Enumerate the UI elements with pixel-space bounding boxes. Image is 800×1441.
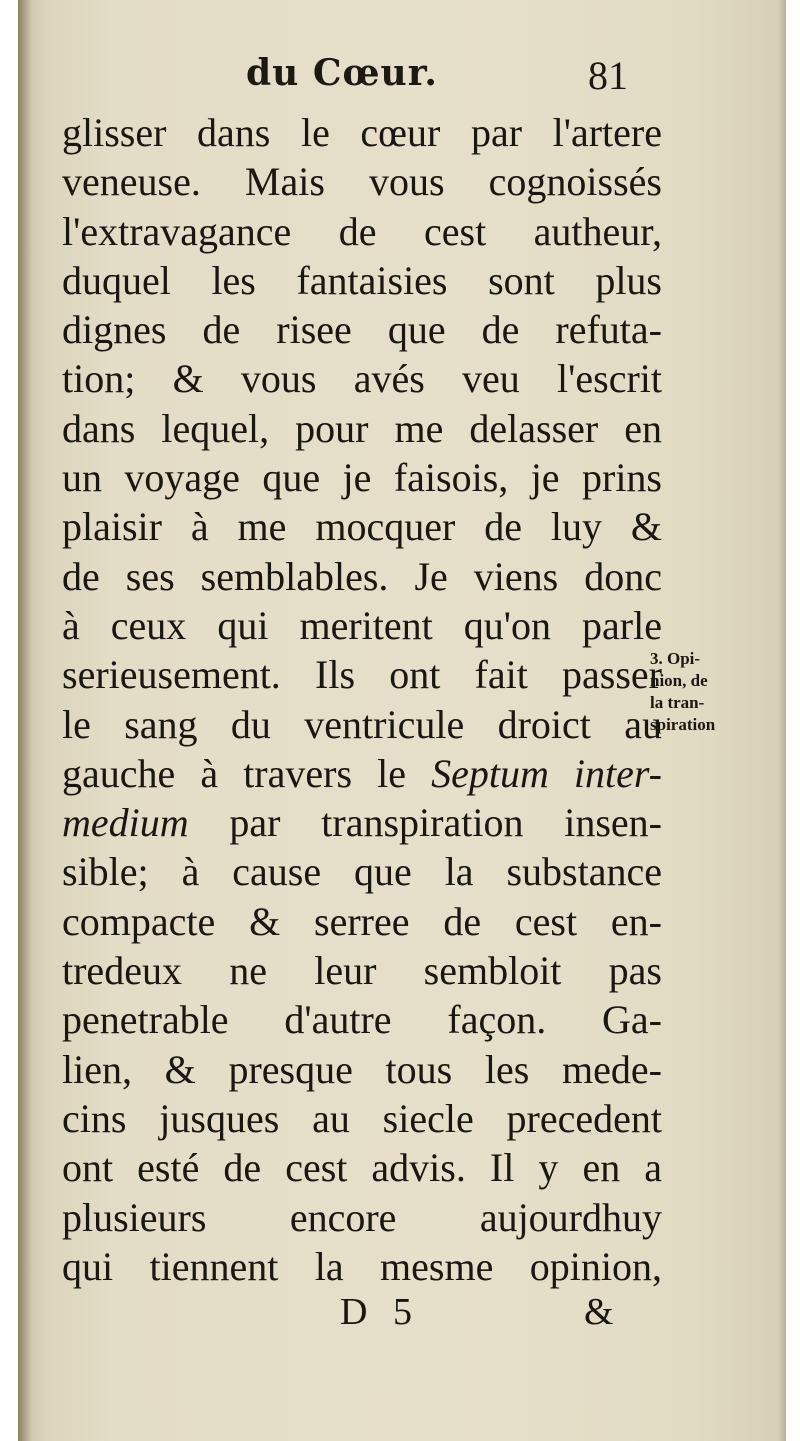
signature-mark: D 5 bbox=[340, 1291, 420, 1333]
text-line: le sang du ventricule droict au bbox=[62, 701, 662, 747]
text-line: à ceux qui meritent qu'on parle bbox=[62, 602, 662, 648]
text-run: gauche à travers le bbox=[62, 750, 432, 796]
text-line: plaisir à me mocquer de luy & bbox=[62, 504, 662, 550]
text-line: tredeux ne leur sembloit pas bbox=[62, 948, 662, 994]
text-line: duquel les fantaisies sont plus bbox=[62, 257, 662, 303]
text-line bbox=[62, 798, 662, 847]
text-line: qui tiennent la mesme opinion, bbox=[62, 1243, 662, 1289]
running-head: du Cœur. bbox=[246, 52, 438, 94]
text-line: penetrable d'autre façon. Ga- bbox=[62, 997, 662, 1043]
text-line: compacte & serree de cest en- bbox=[62, 898, 662, 944]
text-line: veneuse. Mais vous cognoissés bbox=[62, 159, 662, 205]
italic-term: Septum inter- bbox=[431, 750, 662, 796]
text-line: ont esté de cest advis. Il y en a bbox=[62, 1145, 662, 1191]
page-edge bbox=[778, 0, 786, 1441]
text-line: lien, & presque tous les mede- bbox=[62, 1046, 662, 1092]
margin-note-line: nion, de bbox=[650, 671, 708, 690]
text-line bbox=[62, 749, 662, 798]
margin-note-line: la tran- bbox=[650, 693, 705, 712]
text-line: dans lequel, pour me delasser en bbox=[62, 405, 662, 451]
book-page bbox=[18, 0, 786, 1441]
page-number: 81 bbox=[588, 53, 628, 98]
text-line: tion; & vous avés veu l'escrit bbox=[62, 356, 662, 402]
text-line: l'extravagance de cest autheur, bbox=[62, 208, 662, 254]
margin-note bbox=[650, 648, 760, 736]
margin-note-line: spiration bbox=[650, 715, 716, 734]
text-run: par transpiration insen- bbox=[188, 800, 662, 846]
text-line: glisser dans le cœur par l'artere bbox=[62, 110, 662, 155]
text-line: plusieurs encore aujourdhuy bbox=[62, 1194, 662, 1240]
catchword: & bbox=[584, 1291, 614, 1333]
text-line: sible; à cause que la substance bbox=[62, 849, 662, 895]
body-text bbox=[62, 108, 662, 1291]
text-line: serieusement. Ils ont fait passer bbox=[62, 652, 662, 698]
text-line: dignes de risee que de refuta- bbox=[62, 307, 662, 353]
text-line: de ses semblables. Je viens donc bbox=[62, 553, 662, 599]
page-footer bbox=[18, 1290, 786, 1340]
text-line: un voyage que je faisois, je prins bbox=[62, 455, 662, 501]
page-header bbox=[18, 52, 786, 102]
italic-term: medium bbox=[62, 800, 189, 846]
text-line: cins jusques au siecle precedent bbox=[62, 1095, 662, 1141]
margin-note-line: 3. Opi- bbox=[650, 649, 701, 668]
